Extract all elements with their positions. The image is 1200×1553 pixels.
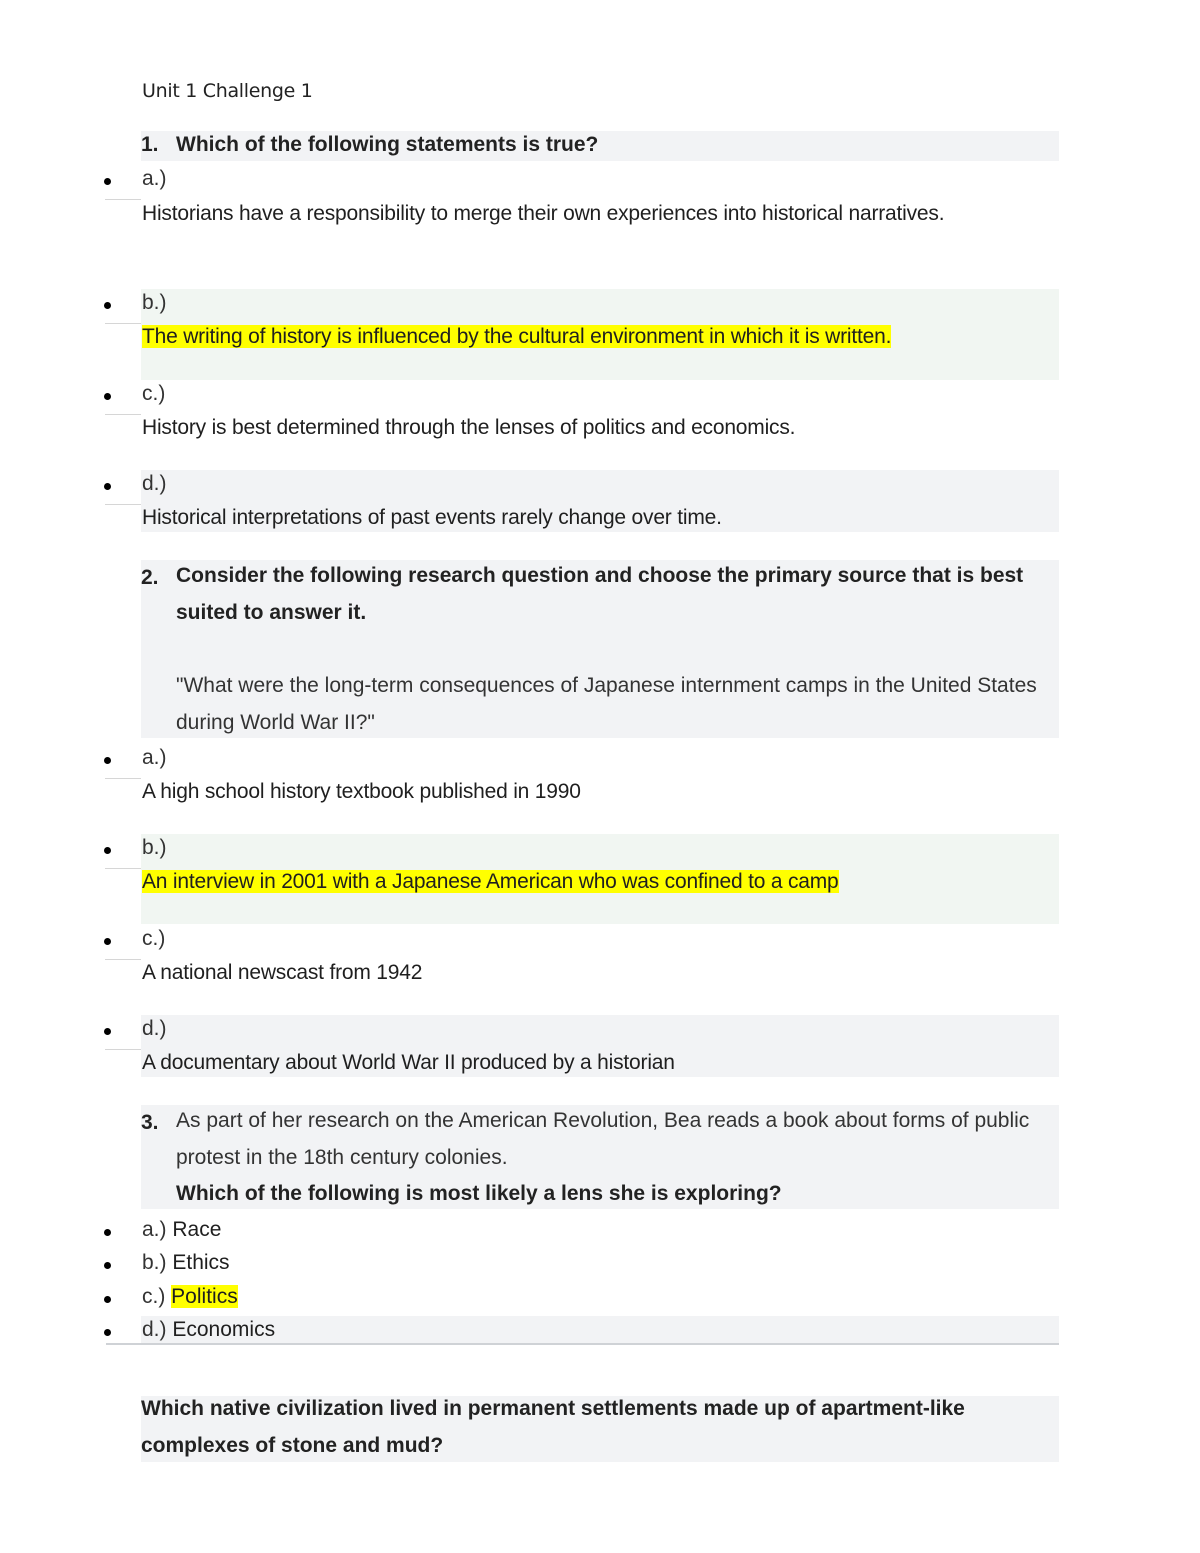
bullet-icon: [104, 393, 111, 400]
question-3-body: [176, 1103, 1056, 1213]
option-letter: c.): [142, 927, 166, 950]
divider: [105, 414, 141, 415]
question-2-prompt: Consider the following research question and choose the primary source that is best suited to answer it.: [176, 564, 1024, 624]
option-text: History is best determined through the lenses of politics and economics.: [142, 416, 796, 439]
option-letter: c.): [142, 382, 166, 405]
divider: [105, 1049, 141, 1050]
bullet-icon: [104, 1028, 111, 1035]
question-1-number: 1.: [141, 133, 159, 156]
highlighted-answer: Politics: [171, 1285, 238, 1308]
question-4-prompt: Which native civilization lived in permanent settlements made up of apartment-like complexes of stone and mud?: [141, 1397, 965, 1457]
option-text: Historical interpretations of past events rarely change over time.: [142, 506, 722, 529]
divider: [105, 323, 141, 324]
option-band: [141, 1316, 1059, 1344]
bullet-icon: [104, 1296, 111, 1303]
bullet-icon: [104, 1229, 111, 1236]
bullet-icon: [104, 483, 111, 490]
divider: [105, 199, 141, 200]
option-text: Ethics: [172, 1251, 230, 1274]
option-letter: d.): [142, 472, 167, 495]
option-text: A high school history textbook published in 1990: [142, 780, 581, 803]
option-text: A documentary about World War II produced by a historian: [142, 1051, 675, 1074]
divider: [105, 868, 141, 869]
option-letter: a.): [142, 167, 167, 190]
bullet-icon: [104, 1329, 111, 1336]
question-1-prompt: Which of the following statements is true?: [176, 133, 599, 156]
question-2-quote: "What were the long-term consequences of Japanese internment camps in the United States during World War II?": [176, 674, 1037, 734]
divider: [105, 504, 141, 505]
option-letter: d.): [142, 1017, 167, 1040]
option-text: Historians have a responsibility to merge their own experiences into historical narratives.: [142, 202, 945, 225]
question-3-number: 3.: [141, 1111, 159, 1134]
bullet-icon: [104, 757, 111, 764]
option-text: Race: [172, 1218, 222, 1241]
section-divider: [106, 1343, 1059, 1345]
option-letter: b.): [142, 836, 167, 859]
option-text: A national newscast from 1942: [142, 961, 423, 984]
option-letter: d.): [142, 1318, 167, 1341]
question-2-number: 2.: [141, 566, 159, 589]
option-text: Economics: [172, 1318, 276, 1341]
option-letter: a.): [142, 746, 167, 769]
divider: [105, 778, 141, 779]
highlighted-answer: An interview in 2001 with a Japanese American who was confined to a camp: [142, 870, 839, 893]
bullet-icon: [104, 938, 111, 945]
question-2-body: [176, 558, 1056, 741]
highlighted-answer: The writing of history is influenced by the cultural environment in which it is written.: [142, 325, 892, 348]
bullet-icon: [104, 302, 111, 309]
bullet-icon: [104, 847, 111, 854]
option-letter: a.): [142, 1218, 167, 1241]
option-letter: c.): [142, 1285, 166, 1308]
divider: [105, 959, 141, 960]
bullet-icon: [104, 1262, 111, 1269]
bullet-icon: [104, 178, 111, 185]
document-title: Unit 1 Challenge 1: [142, 80, 313, 102]
question-3-prompt: Which of the following is most likely a lens she is exploring?: [176, 1182, 782, 1205]
question-3-intro: As part of her research on the American Revolution, Bea reads a book about forms of public protest in the 18th century colonies.: [176, 1109, 1030, 1169]
option-letter: b.): [142, 291, 167, 314]
option-letter: b.): [142, 1251, 167, 1274]
